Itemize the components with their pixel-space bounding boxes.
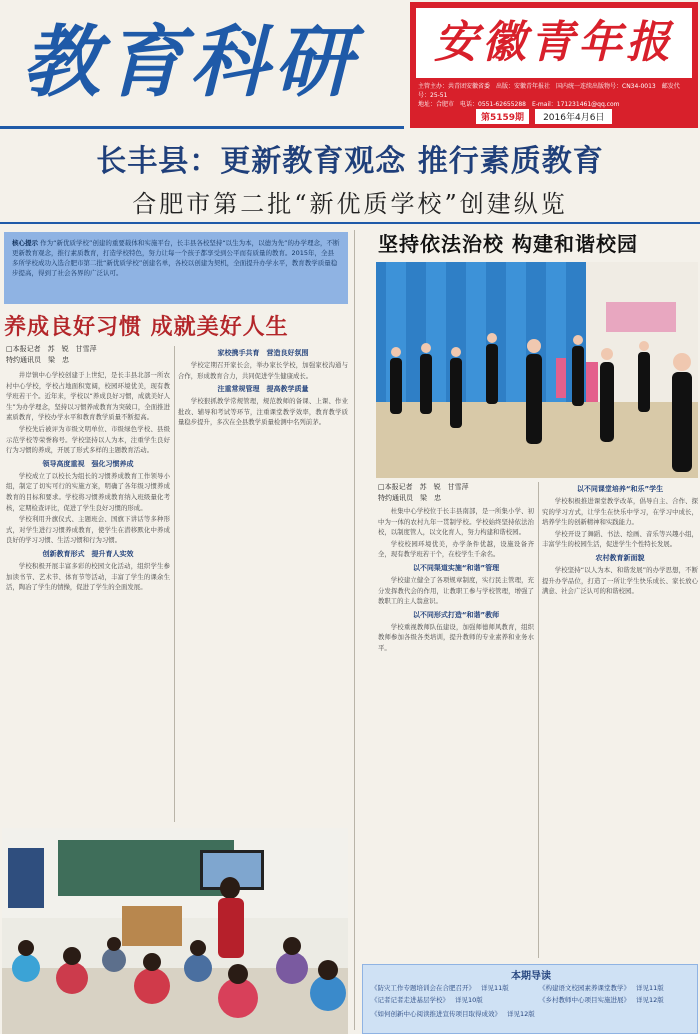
left-article-column-1 bbox=[6, 370, 170, 822]
section-heading: 家校携手共育 营造良好氛围 bbox=[217, 349, 309, 357]
page-center-divider bbox=[354, 230, 355, 1030]
preview-item[interactable] bbox=[539, 983, 664, 993]
article-paragraph: 学校坚持“以人为本、和谐发展”的办学思想，不断提升办学品位，打造了一所让学生快乐成长、家长放心满意、社会广泛认可的和谐校园。 bbox=[542, 565, 698, 596]
left-article-byline bbox=[6, 344, 166, 366]
article-paragraph: 学校积极开展丰富多彩的校园文化活动，组织学生参加读书节、艺术节、体育节等活动，丰富了学生的课余生活，陶冶了学生的情操，促进了学生的全面发展。 bbox=[6, 561, 170, 592]
preview-item-page: 详见11版 bbox=[481, 984, 509, 992]
newspaper-name: 安徽青年报 bbox=[434, 17, 674, 68]
publisher-info bbox=[418, 82, 690, 109]
preview-item[interactable] bbox=[371, 995, 483, 1005]
preview-item[interactable] bbox=[371, 983, 509, 993]
column-divider bbox=[174, 346, 175, 822]
right-byline-correspondent: 特约通讯员 梁 忠 bbox=[378, 494, 441, 502]
publisher-info-line1: 主管主办：共青团安徽省委 出版：安徽青年报社 国内统一连续出版物号：CN34-0013 邮发代号：25-51 bbox=[418, 83, 680, 99]
section-heading: 以不同渠道实施“和谐”管理 bbox=[412, 563, 500, 572]
section-heading: 注重常规管理 提高教学质量 bbox=[217, 385, 309, 394]
article-paragraph: 学校重视教师队伍建设，加强师德师风教育，组织教师参加各级各类培训，提升教师的专业素养和业务水平。 bbox=[378, 622, 534, 652]
left-byline-correspondent: 特约通讯员 梁 忠 bbox=[6, 356, 69, 364]
preview-item-text: 《如何创新中心阅读推进宣传项目取得成效》 bbox=[371, 1010, 501, 1018]
article-paragraph: 学校定期召开家长会，举办家长学校，加强家校沟通与合作，形成教育合力，共同促进学生健康成长。 bbox=[178, 361, 348, 380]
issue-row bbox=[476, 108, 612, 124]
summary-label: 核心提示 bbox=[12, 239, 38, 247]
section-heading: 以不同课堂培养“和乐”学生 bbox=[576, 485, 664, 493]
article-paragraph: 学校建立健全了各项规章制度，实行民主管理，充分发挥教代会的作用，让教职工参与学校管理，增强了教职工的主人翁意识。 bbox=[378, 575, 534, 606]
article-paragraph: 学校狠抓教学常规管理，规范教师的备课、上课、作业批改、辅导和考试等环节，注重课堂教学效率，教育教学质量稳步提升，多次在全县教学质量检测中名列前茅。 bbox=[178, 397, 348, 427]
article-paragraph: 学校利用升旗仪式、主题班会、国旗下讲话等多种形式，对学生进行习惯养成教育，使学生在潜移默化中养成良好的学习习惯、生活习惯和行为习惯。 bbox=[6, 515, 170, 545]
preview-item[interactable] bbox=[539, 995, 664, 1005]
section-heading: 农村教育新面貌 bbox=[595, 553, 645, 562]
section-heading: 领导高度重视 强化习惯养成 bbox=[42, 459, 134, 468]
core-summary-box bbox=[4, 232, 348, 304]
issue-date: 2016年4月6日 bbox=[535, 109, 612, 124]
page-headline: 长丰县：更新教育观念 推行素质教育 bbox=[96, 144, 604, 179]
article-paragraph: 井岸镇中心学校创建于上世纪，是长丰县北部一所农村中心学校，学校占地面积宽阔，校园环境优美，现有教学班若干个。近年来，学校以“养成良好习惯，成就美好人生”为办学理念，坚持以习惯养成教育为突破口，全面推进素质教育，学校办学水平和教育教学质量不断提高。 bbox=[6, 371, 170, 422]
preview-item-page: 详见10版 bbox=[455, 996, 483, 1004]
right-article-byline bbox=[378, 482, 534, 504]
publisher-info-line2: 地址：合肥市 电话：0551-62655288 E-mail：171231461@qq.com bbox=[418, 101, 620, 108]
preview-item-text: 《防灾工作专题培训会在合肥召开》 bbox=[371, 984, 475, 992]
classroom-illustration bbox=[2, 828, 348, 1034]
right-article-column-2 bbox=[542, 482, 698, 958]
preview-item-text: 《构建语文校园素养课堂教学》 bbox=[539, 984, 630, 992]
masthead-rule bbox=[0, 126, 404, 129]
right-article-title: 坚持依法治校 构建和谐校园 bbox=[378, 232, 638, 256]
section-title: 教育科研 bbox=[22, 17, 359, 108]
summary-text: 作为“新优质学校”创建的重要载体和实施平台，长丰县各校坚持“以生为本，以德为先”的办学理念，不断更新教育观念，推行素质教育，打造学校特色，努力让每一个孩子都享受到公平而有质量的教育。2015年，全县多所学校成功入选合肥市第二批“新优质学校”创建名单，各校以创建为契机，全面提升办学水平，教育教学质量稳步提高，得到了社会各界的广泛认可。 bbox=[12, 239, 340, 277]
preview-item-page: 详见11版 bbox=[636, 984, 664, 992]
article-paragraph: 学校校园环境优美，办学条件优越，设施设备齐全，现有教学班若干个，在校学生千余名。 bbox=[378, 539, 534, 559]
left-article-title: 养成良好习惯 成就美好人生 bbox=[4, 314, 289, 340]
dance-class-illustration bbox=[376, 262, 698, 478]
right-article-column-1 bbox=[378, 506, 534, 958]
preview-title: 本期导读 bbox=[511, 971, 551, 982]
preview-item[interactable] bbox=[371, 1009, 535, 1019]
section-heading: 创新教育形式 提升育人实效 bbox=[42, 549, 134, 558]
article-paragraph: 杜集中心学校位于长丰县南部，是一所集小学、初中为一体的农村九年一贯制学校。学校始终坚持依法治校，以制度管人，以文化育人，努力构建和谐校园。 bbox=[378, 507, 534, 537]
left-article-column-2 bbox=[178, 346, 348, 822]
headline-rule bbox=[0, 222, 700, 224]
article-paragraph: 学校开设了舞蹈、书法、绘画、音乐等兴趣小组，丰富学生的校园生活，促进学生个性特长发展。 bbox=[542, 529, 698, 549]
nameplate-inner bbox=[416, 8, 692, 78]
preview-item-page: 详见12版 bbox=[507, 1010, 535, 1018]
left-byline-reporters: □本报记者 苏 锐 甘雪萍 bbox=[6, 345, 97, 353]
issue-preview-box bbox=[362, 964, 698, 1034]
section-heading: 以不同形式打造“和谐”教师 bbox=[412, 610, 500, 619]
page-subheadline: 合肥市第二批“新优质学校”创建纵览 bbox=[132, 190, 568, 218]
classroom-photo bbox=[2, 828, 348, 1034]
preview-item-text: 《乡村教师中心项目实施进展》 bbox=[539, 996, 630, 1004]
issue-number: 第5159期 bbox=[476, 109, 529, 124]
preview-item-text: 《记者记者走进基层学校》 bbox=[371, 996, 449, 1004]
column-divider bbox=[538, 482, 539, 958]
article-paragraph: 学校成立了以校长为组长的习惯养成教育工作领导小组，制定了切实可行的实施方案，明确了各年级习惯养成教育的目标和要求。学校将习惯养成教育纳入班级量化考核，定期检查评比，促进了学生良好习惯的形成。 bbox=[6, 471, 170, 512]
preview-item-page: 详见12版 bbox=[636, 996, 664, 1004]
right-byline-reporters: □本报记者 苏 锐 甘雪萍 bbox=[378, 483, 469, 491]
dance-class-photo bbox=[376, 262, 698, 478]
article-paragraph: 学校积极推进课堂教学改革，倡导自主、合作、探究的学习方式，让学生在快乐中学习，在学习中成长，培养学生的创新精神和实践能力。 bbox=[542, 497, 698, 527]
article-paragraph: 学校先后被评为市级文明单位、市级绿色学校、县级示范学校等荣誉称号。学校坚持以人为本，注重学生良好行为习惯的养成，开展了形式多样的主题教育活动。 bbox=[6, 424, 170, 455]
